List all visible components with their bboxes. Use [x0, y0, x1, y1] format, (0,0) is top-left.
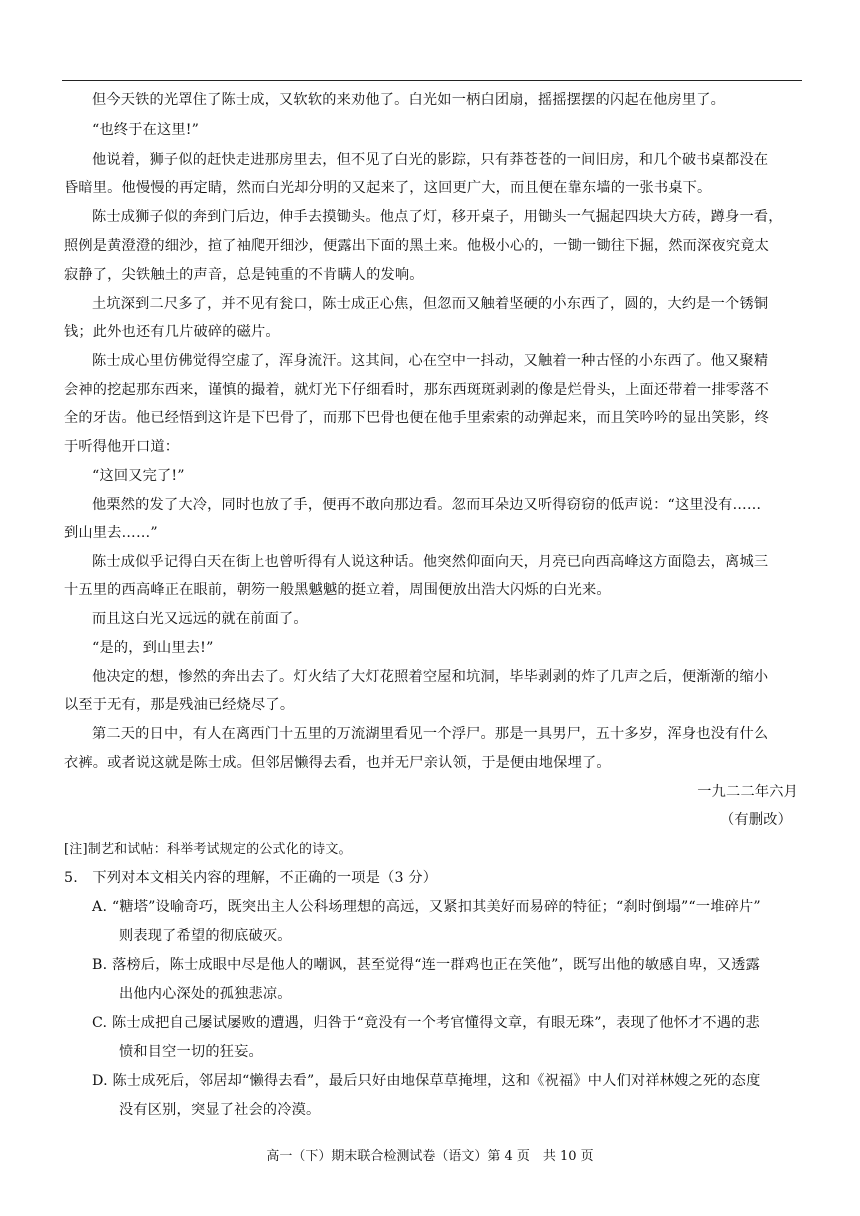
option-text-cont: 则表现了希望的彻底破灭。 — [119, 928, 292, 944]
option-letter: B. — [92, 957, 108, 973]
page-footer: 高一（下）期末联合检测试卷（语文）第 4 页 共 10 页 — [266, 1149, 594, 1164]
footnote: [注]制艺和试帖：科举考试规定的公式化的诗文。 — [64, 842, 352, 857]
date-line: 一九二二年六月 — [697, 784, 798, 800]
question-stem: 5. 下列对本文相关内容的理解，不正确的一项是（3 分） — [64, 870, 438, 886]
paragraph-line: 全的牙齿。他已经悟到这许是下巴骨了，而那下巴骨也便在他手里索索的动弹起来，而且笑吟吟的显出笑影，终 — [64, 410, 769, 426]
paragraph-line: 但今天铁的光罩住了陈士成，又软软的来劝他了。白光如一柄白团扇，摇摇摆摆的闪起在他房里了。 — [92, 92, 726, 108]
paragraph-line: 陈士成似乎记得白天在街上也曾听得有人说这种话。他突然仰面向天，月亮已向西高峰这方面隐去，离城三 — [92, 554, 769, 570]
option-letter: A. — [92, 899, 108, 915]
paragraph-line: 土坑深到二尺多了，并不见有瓮口，陈士成正心焦，但忽而又触着坚硬的小东西了，圆的，大约是一个锈铜 — [92, 296, 769, 312]
paragraph-line: 会神的挖起那东西来，谨慎的撮着，就灯光下仔细看时，那东西斑斑剥剥的像是烂骨头，上面还带着一排零落不 — [64, 382, 769, 398]
option-text-cont: 没有区别，突显了社会的冷漠。 — [119, 1102, 321, 1118]
paragraph-line: 而且这白光又远远的就在前面了。 — [92, 611, 308, 627]
paragraph-line: 照例是黄澄澄的细沙，揎了袖爬开细沙，便露出下面的黑土来。他极小心的，一锄一锄往下掘，然而深夜究竟太 — [64, 238, 769, 254]
option-letter: D. — [92, 1073, 108, 1089]
header-rule — [62, 80, 802, 81]
paragraph-line: 第二天的日中，有人在离西门十五里的万流湖里看见一个浮尸。那是一具男尸，五十多岁，浑身也没有什么 — [92, 726, 769, 742]
edited-note: （有删改） — [720, 812, 792, 828]
option-text-cont: 出他内心深处的孤独悲凉。 — [119, 986, 292, 1002]
dialogue-line: “也终于在这里!” — [92, 122, 200, 138]
paragraph-line: 他决定的想，惨然的奔出去了。灯火结了大灯花照着空屋和坑洞，毕毕剥剥的炸了几声之后，便渐渐的缩小 — [92, 669, 769, 685]
dialogue-line: “是的，到山里去!” — [92, 640, 214, 656]
paragraph-line: 于听得他开口道： — [64, 439, 180, 455]
paragraph-line: 他说着，狮子似的赶快走进那房里去，但不见了白光的影踪，只有莽苍苍的一间旧房，和几个破书桌都没在 — [92, 152, 769, 168]
paragraph-line: 寂静了，尖铁触土的声音，总是钝重的不肯瞒人的发响。 — [64, 267, 424, 283]
paragraph-line: 钱；此外也还有几片破碎的磁片。 — [64, 324, 280, 340]
option-letter: C. — [92, 1015, 108, 1031]
option-text-cont: 愤和目空一切的狂妄。 — [119, 1044, 263, 1060]
option-b — [92, 955, 800, 975]
option-text: 陈士成死后，邻居却“懒得去看”，最后只好由地保草草掩埋，这和《祝福》中人们对祥林嫂之死的态度 — [112, 1073, 761, 1089]
option-text: 落榜后，陈士成眼中尽是他人的嘲讽，甚至觉得“连一群鸡也正在笑他”，既写出他的敏感自卑，又透露 — [112, 957, 761, 973]
paragraph-line: 衣裤。或者说这就是陈士成。但邻居懒得去看，也并无尸亲认领，于是便由地保埋了。 — [64, 755, 611, 771]
paragraph-line: 以至于无有，那是残油已经烧尽了。 — [64, 697, 295, 713]
paragraph-line: 他栗然的发了大冷，同时也放了手，便再不敢向那边看。忽而耳朵边又听得窃窃的低声说：“这里没有…… — [92, 497, 762, 513]
paragraph-line: 昏暗里。他慢慢的再定睛，然而白光却分明的又起来了，这回更广大，而且便在靠东墙的一张书桌下。 — [64, 180, 712, 196]
dialogue-line: “这回又完了!” — [92, 468, 185, 484]
option-text: 陈士成把自己屡试屡败的遭遇，归咎于“竟没有一个考官懂得文章，有眼无珠”，表现了他怀才不遇的悲 — [111, 1015, 760, 1031]
paragraph-line: 陈士成心里仿佛觉得空虚了，浑身流汗。这其间，心在空中一抖动，又触着一种古怪的小东西了。他又聚精 — [92, 353, 769, 369]
paragraph-line: 十五里的西高峰正在眼前，朝笏一般黑魆魆的挺立着，周围便放出浩大闪烁的白光来。 — [64, 582, 611, 598]
paragraph-line: 到山里去……” — [64, 525, 158, 541]
option-d — [92, 1071, 800, 1091]
paragraph-line: 陈士成狮子似的奔到门后边，伸手去摸锄头。他点了灯，移开桌子，用锄头一气掘起四块大方砖，蹲身一看， — [92, 209, 783, 225]
option-text: “糖塔”设喻奇巧，既突出主人公科场理想的高远，又紧扣其美好而易碎的特征；“刹时倒塌”“一堆碎片” — [111, 899, 761, 915]
option-a — [92, 897, 800, 917]
option-c — [92, 1013, 800, 1033]
